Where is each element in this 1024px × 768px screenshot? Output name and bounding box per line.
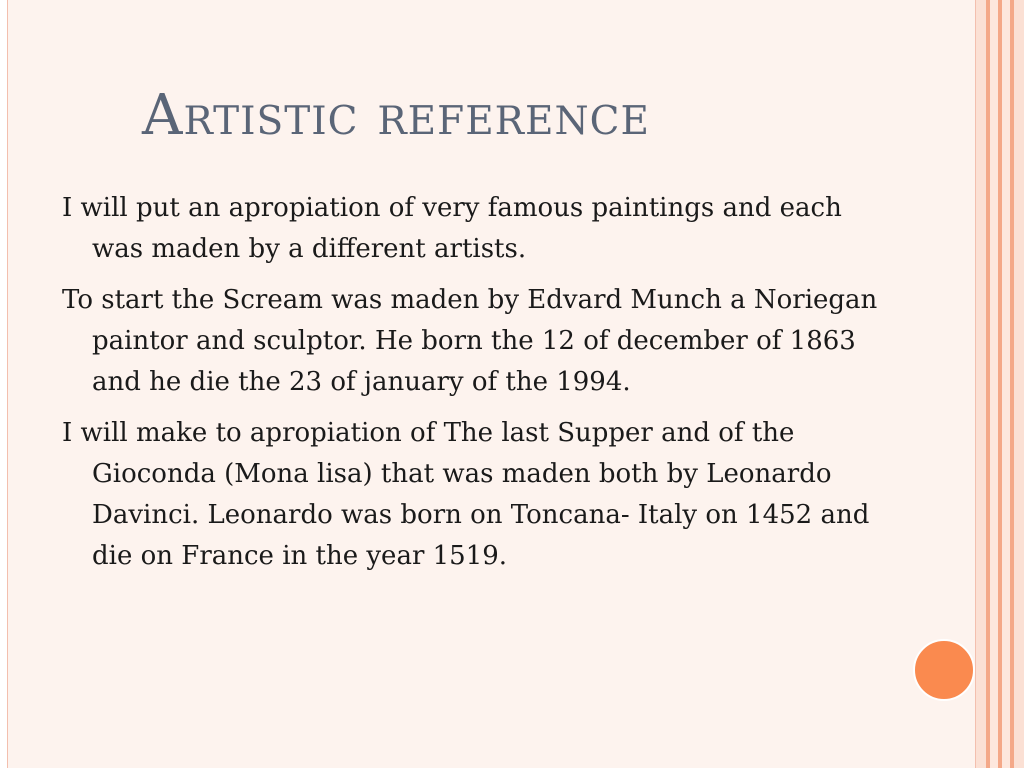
body-paragraph: To start the Scream was maden by Edvard Munch a Noriegan paintor and sculptor. He born the 12 of december of 1863 and he die the 23 of january of the 1994. [62,285,878,397]
right-border-stripe [1002,0,1010,768]
slide-body [62,188,892,587]
slide-title: Artistic reference [142,83,650,148]
right-border-stripe [990,0,998,768]
accent-circle [913,639,975,701]
body-paragraph: I will make to apropiation of The last Supper and of the Gioconda (Mona lisa) that was maden both by Leonardo Davinci. Leonardo was born on Toncana- Italy on 1452 and die on France in the year 1519. [62,418,870,571]
right-border-stripe [1014,0,1024,768]
body-paragraph: I will put an apropiation of very famous paintings and each was maden by a different artists. [62,193,842,264]
right-border-stripe [976,0,986,768]
